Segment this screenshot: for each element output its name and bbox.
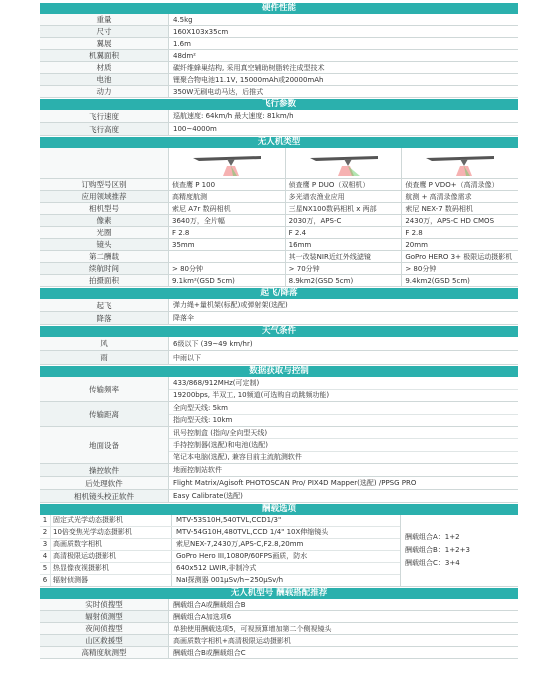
table-cell: F 2.8 [405,228,423,237]
table-cell: 侦查鹰 P VDO+（高清录像） [405,180,499,189]
row-cells [169,251,518,262]
payload-index: 4 [40,551,51,562]
row-value: 酬载组合A或酬载组合B [173,600,246,609]
table-row [40,464,518,477]
row-label: 光圈 [40,227,169,238]
row-value: 350W无刷电动马达，后推式 [173,87,264,96]
section-header-hardware: 硬件性能 [40,3,518,14]
row-value: 48dm² [173,51,196,60]
row-label: 传输距离 [40,402,169,426]
row-value: 160X103x35cm [173,27,229,36]
list-item [40,515,400,527]
row-value: 降落伞 [173,314,194,322]
row-cells [169,203,518,214]
row-cells [169,239,518,250]
row-cells [169,263,518,274]
table-cell: 20mm [405,240,428,249]
payload-name: 10倍变焦光学动态摄影机 [51,527,172,538]
row-value: 锂聚合物电池11.1V, 15000mAh或20000mAh [173,75,324,84]
table-cell: 3640万，全片幅 [169,215,286,226]
row-value: 讯号控制盒 (指向/全向型天线) [169,427,518,439]
row-value: 酬载组合A加选项6 [173,612,232,621]
table-row [40,123,518,136]
payload-combo: 酬载组合C：3+4 [405,559,460,567]
payload-list [40,515,400,586]
row-label: 操控软件 [40,464,169,476]
table-cell: 16mm [286,239,403,250]
row-label: 续航时间 [40,263,169,274]
payload-name: 高清极限运动摄影机 [51,551,172,562]
takeoff-table [40,299,518,325]
table-cell: > 80分钟 [169,263,286,274]
table-cell: 2430万，APS-C HD CMOS [405,216,495,225]
row-label: 风 [40,337,169,350]
payload-name: 热显像夜视摄影机 [51,563,172,574]
table-row [40,623,518,635]
drone-icon [169,148,286,178]
row-value: Flight Matrix/Agisoft PHOTOSCAN Pro/ PIX4D Mapper(选配) /PPSG PRO [173,479,417,487]
weather-table [40,337,518,365]
table-cell: 8.9km2(GSD 5cm) [286,275,403,286]
uav-image-row [40,148,518,179]
row-label: 传输频率 [40,377,169,401]
row-cells [169,275,518,286]
table-row [40,74,518,86]
row-label: 电池 [40,74,169,85]
row-cells [169,227,518,238]
table-cell: GoPro HERO 3+ 极限运动摄影机 [405,252,513,261]
payload-name: 辐射侦测器 [51,575,172,586]
row-label: 翼展 [40,38,169,49]
table-cell: > 80分钟 [405,264,437,273]
table-cell: 三星NX100数码相机 x 两部 [286,203,403,214]
section-header-flight: 飞行参数 [40,99,518,110]
table-row [40,611,518,623]
row-value: 单独使用酬载选项5，可视预算增加第二个侧视镜头 [173,624,332,633]
row-label: 夜间侦搜型 [40,623,169,634]
payload-index: 5 [40,563,51,574]
table-row [40,402,518,427]
table-row [40,215,518,227]
table-row [40,26,518,38]
table-row [40,377,518,402]
table-row [40,427,518,464]
table-row [40,337,518,351]
table-row [40,635,518,647]
table-row [40,599,518,611]
row-values [169,402,518,426]
section-header-uav-types: 无人机类型 [40,137,518,148]
row-label: 相机型号 [40,203,169,214]
drone-icon [402,148,518,178]
row-value: 巡航速度: 64km/h 最大速度: 81km/h [173,112,294,120]
table-cell: 其一改装NIR近红外线滤镜 [286,251,403,262]
table-row [40,490,518,503]
row-label: 动力 [40,86,169,97]
row-value: 4.5kg [173,15,193,24]
row-label: 降落 [40,312,169,324]
table-row [40,251,518,263]
table-cell: 侦查鹰 P DUO（双相机） [286,179,403,190]
row-value: 中雨以下 [173,353,201,362]
table-cell: 高精度航测 [169,191,286,202]
models-table [40,599,518,659]
list-item [40,527,400,539]
table-cell: 索尼 NEX-7 数码相机 [405,204,473,213]
payload-name: 固定式光学动态摄影机 [51,515,172,526]
payload-table [40,515,518,587]
row-value: 碳纤维蜂巢结构, 采用真空辅助树脂转注成型技术 [173,63,325,72]
row-value: 酬载组合B或酬载组合C [173,648,246,657]
table-row [40,351,518,365]
uav-types-table [40,179,518,287]
spec-sheet [40,2,518,659]
row-label: 后处理软件 [40,477,169,489]
hardware-table [40,14,518,98]
table-cell: 多光谱农渔业应用 [286,191,403,202]
row-values [169,490,518,502]
row-label: 飞行高度 [40,123,169,135]
section-header-data-control: 数据获取与控制 [40,366,518,377]
row-label: 镜头 [40,239,169,250]
payload-index: 2 [40,527,51,538]
payload-desc: NaI探测器 001μSv/h~250μSv/h [176,576,284,584]
table-row [40,50,518,62]
row-label: 雨 [40,351,169,364]
table-row [40,227,518,239]
row-cells [169,215,518,226]
row-label: 辐射侦测型 [40,611,169,622]
row-label: 高精度航测型 [40,647,169,658]
table-cell: F 2.4 [286,227,403,238]
row-label: 像素 [40,215,169,226]
row-values [169,477,518,489]
row-label: 机翼面积 [40,50,169,61]
row-value: 高画质数字相机+高清极限运动摄影机 [173,636,291,645]
section-header-takeoff: 起飞/降落 [40,288,518,299]
row-values [169,464,518,476]
row-value: 433/868/912MHz(可定制) [169,377,518,390]
table-cell: 侦查鹰 P 100 [169,179,286,190]
row-value: 19200bps, 半双工, 10频道(可选购自动跳频功能) [173,391,330,400]
row-value: 弹力绳+量机架(标配)或弹射架(选配) [173,301,288,309]
row-values [169,427,518,463]
table-row [40,203,518,215]
payload-combos [400,515,518,586]
row-value: 指向型天线: 10km [173,416,233,425]
table-cell: F 2.8 [169,227,286,238]
payload-index: 1 [40,515,51,526]
table-cell: 索尼 A7r 数码相机 [169,203,286,214]
table-row [40,86,518,98]
table-row [40,312,518,325]
payload-index: 6 [40,575,51,586]
section-header-weather: 天气条件 [40,326,518,337]
row-label: 订购型号区别 [40,179,169,190]
list-item [40,551,400,563]
uav-image-label [40,148,169,178]
row-value: 手持控制器(选配)和电池(选配) [169,439,518,451]
row-value: 1.6m [173,39,191,48]
table-row [40,110,518,123]
row-value: 100~4000m [173,125,217,133]
row-label: 实时侦搜型 [40,599,169,610]
table-row [40,299,518,312]
table-cell: 2030万，APS-C [286,215,403,226]
list-item [40,575,400,586]
list-item [40,539,400,551]
payload-desc: MTV-53S10H,540TVL,CCD1/3" [176,516,282,524]
row-value: 6级以下 (39~49 km/hr) [173,339,253,348]
row-label: 尺寸 [40,26,169,37]
row-label: 材质 [40,62,169,73]
table-cell: 35mm [169,239,286,250]
flight-table [40,110,518,136]
row-label: 起飞 [40,299,169,311]
row-value: 地面控制站软件 [173,466,222,474]
row-cells [169,191,518,202]
table-row [40,477,518,490]
payload-index: 3 [40,539,51,550]
table-cell: 9.1km²(GSD 5cm) [169,275,286,286]
row-value: 笔记本电脑(选配), 兼容目前主流航测软件 [173,453,302,462]
row-label: 相机镜头校正软件 [40,490,169,502]
table-row [40,239,518,251]
table-row [40,647,518,659]
section-header-models: 无人机型号 酬载搭配推荐 [40,588,518,599]
data-control-table [40,377,518,503]
row-label: 第二酬载 [40,251,169,262]
table-row [40,263,518,275]
row-cells [169,179,518,190]
row-label: 地面设备 [40,427,169,463]
payload-desc: GoPro Hero III,1080P/60FPS画质，防水 [176,552,308,560]
payload-desc: 索尼NEX-7,2430万,APS-C,F2.8,20mm [176,540,304,548]
table-cell: 9.4km2(GSD 5cm) [405,276,470,285]
payload-desc: MTV-54G10H,480TVL,CCD 1/4" 10X伸缩镜头 [176,528,329,536]
drone-icon [286,148,403,178]
row-label: 飞行速度 [40,110,169,122]
table-row [40,62,518,74]
row-label: 重量 [40,14,169,25]
table-cell [169,251,286,262]
table-row [40,191,518,203]
row-value: 全向型天线: 5km [169,402,518,415]
payload-combo: 酬载组合A：1+2 [405,533,460,541]
row-values [169,377,518,401]
payload-name: 高画质数字相机 [51,539,172,550]
list-item [40,563,400,575]
table-cell: > 70分钟 [286,263,403,274]
table-row [40,179,518,191]
payload-desc: 640x512 LWIR,非制冷式 [176,564,257,572]
table-row [40,14,518,26]
row-label: 拍摄面积 [40,275,169,286]
row-label: 山区救援型 [40,635,169,646]
row-label: 应用领域推荐 [40,191,169,202]
row-value: Easy Calibrate(选配) [173,492,243,500]
section-header-payload: 酬载选项 [40,504,518,515]
table-cell: 航测 + 高清录像需求 [405,192,472,201]
payload-combo: 酬载组合B：1+2+3 [405,546,470,554]
table-row [40,275,518,287]
table-row [40,38,518,50]
